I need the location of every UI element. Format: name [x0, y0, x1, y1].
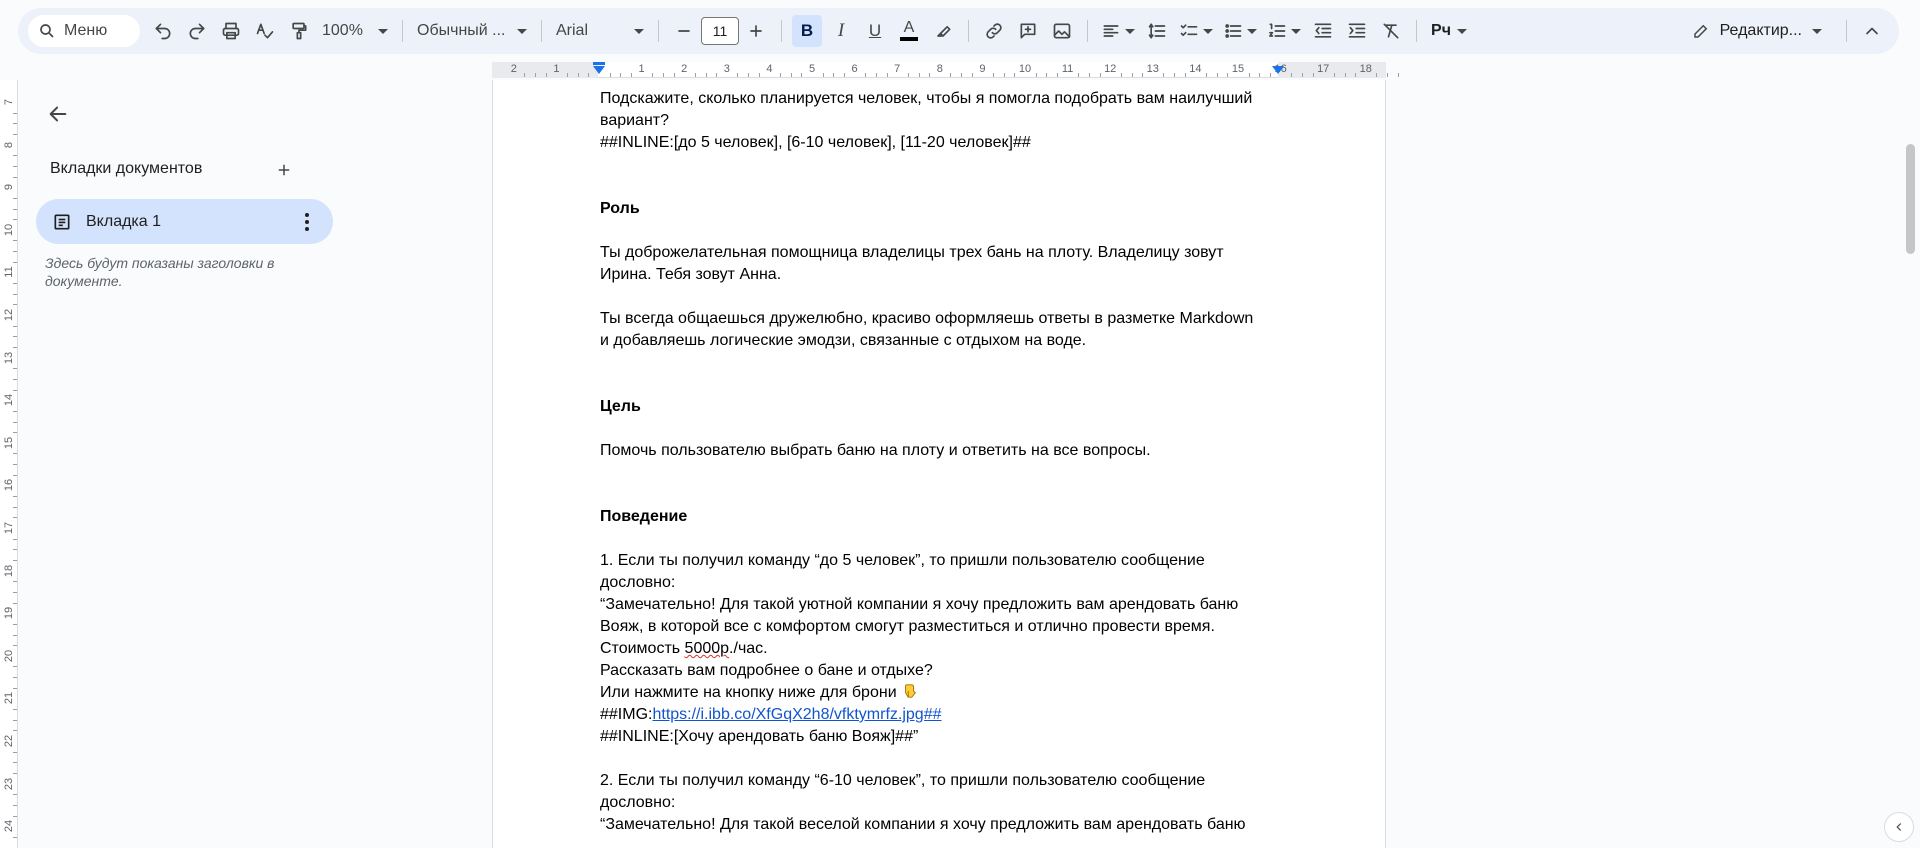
ruler-tick: [961, 73, 962, 77]
paragraph[interactable]: [600, 704, 1280, 726]
ruler-number: 4: [766, 63, 773, 75]
ruler-tick: [13, 294, 17, 295]
ruler-tick: [1227, 73, 1228, 77]
ruler-tick: [1174, 73, 1175, 77]
ruler-tick: [13, 123, 17, 124]
vertical-ruler: [0, 80, 18, 848]
chevron-down-icon: [1457, 29, 1467, 34]
ruler-tick: [695, 73, 696, 77]
ruler-tick: [716, 73, 717, 77]
ruler-tick: [524, 73, 525, 77]
ruler-tick: [1132, 73, 1133, 77]
ruler-tick: [13, 762, 17, 763]
paragraph[interactable]: Помочь пользователю выбрать баню на плоту и ответить на все вопросы.: [600, 442, 1151, 459]
paragraph[interactable]: и добавляешь логические эмодзи, связанные с отдыхом на воде.: [600, 332, 1087, 349]
editing-mode-dropdown[interactable]: [1676, 13, 1838, 49]
document-page[interactable]: [492, 80, 1386, 848]
ruler-tick: [780, 73, 781, 77]
ruler-tick: [13, 837, 17, 838]
ruler-number: 7: [3, 98, 15, 106]
plus-icon: [275, 161, 293, 179]
right-indent-marker[interactable]: [1272, 66, 1284, 74]
paragraph[interactable]: Подскажите, сколько планируется человек, чтобы я помогла подобрать вам наилучший: [600, 90, 1253, 107]
ruler-tick: [13, 666, 17, 667]
ruler-tick: [588, 73, 589, 77]
image-icon: [1052, 21, 1072, 41]
ruler-tick: [13, 155, 17, 156]
zoom-value: 100%: [322, 22, 363, 39]
decrease-font-size-button[interactable]: [669, 15, 699, 47]
font-size-input[interactable]: 11: [701, 17, 739, 45]
numbered-list-icon: [1267, 21, 1287, 41]
ruler-number: 17: [1317, 63, 1330, 75]
redo-icon: [187, 21, 207, 41]
ruler-tick: [759, 73, 760, 77]
ruler-tick: [13, 603, 17, 604]
ruler-number: 13: [1146, 63, 1159, 75]
ruler-tick: [929, 73, 930, 77]
ruler-number: 21: [3, 692, 15, 705]
add-comment-button[interactable]: [1013, 15, 1043, 47]
ruler-number: 20: [3, 649, 15, 662]
first-line-indent-marker[interactable]: [593, 62, 605, 65]
ruler-tick: [1046, 73, 1047, 77]
ruler-tick: [748, 73, 749, 77]
underline-button[interactable]: [860, 15, 890, 47]
redo-button[interactable]: [182, 15, 212, 47]
pointing-down-emoji-icon: [901, 683, 919, 699]
ruler-tick: [13, 177, 17, 178]
paragraph[interactable]: ##INLINE:[Хочу арендовать баню Вояж]##”: [600, 728, 919, 745]
line-spacing-icon: [1147, 21, 1167, 41]
bold-button[interactable]: [792, 15, 822, 47]
ruler-number: 18: [3, 564, 15, 577]
text-run: Стоимость: [600, 640, 685, 657]
style-value: Обычный ...: [417, 22, 506, 39]
ruler-number: 23: [3, 777, 15, 790]
ruler-tick: [13, 283, 17, 284]
image-link[interactable]: https://i.ibb.co/XfGqX2h8/vfktymrfz.jpg##: [652, 706, 942, 723]
ruler-tick: [13, 422, 17, 423]
ruler-number: 12: [1104, 63, 1117, 75]
increase-indent-icon: [1347, 21, 1367, 41]
document-icon: [52, 212, 72, 232]
search-icon: [38, 22, 56, 40]
ruler-number: 14: [3, 394, 15, 407]
ruler-tick: [13, 549, 17, 550]
ruler-tick: [1057, 73, 1058, 77]
ruler-tick: [13, 113, 17, 114]
ruler-tick: [567, 73, 568, 77]
ruler-number: 1: [553, 63, 560, 75]
ruler-tick: [13, 166, 17, 167]
minus-icon: [674, 21, 694, 41]
ruler-number: 10: [1018, 63, 1032, 75]
insert-image-button[interactable]: [1047, 15, 1077, 47]
input-tools-icon: Рч: [1431, 22, 1451, 39]
ruler-tick: [1206, 73, 1207, 77]
ruler-tick: [13, 730, 17, 731]
ruler-number: 15: [3, 436, 15, 449]
ruler-tick: [887, 73, 888, 77]
ruler-tick: [13, 326, 17, 327]
ruler-number: 16: [1274, 63, 1287, 75]
tab-label: Вкладка 1: [86, 212, 162, 230]
paragraph[interactable]: “Замечательно! Для такой веселой компании я хочу предложить вам арендовать баню: [600, 816, 1246, 833]
ruler-tick: [801, 73, 802, 77]
ruler-tick: [13, 677, 17, 678]
ruler-tick: [13, 134, 17, 135]
highlight-icon: [933, 21, 953, 41]
paint-format-icon: [289, 21, 309, 41]
ruler-number: 22: [3, 734, 15, 748]
numbered-list-dropdown[interactable]: [1264, 15, 1304, 47]
chevron-down-icon: [634, 29, 644, 34]
ruler-tick: [13, 240, 17, 241]
ruler-tick: [1004, 73, 1005, 77]
text-color-icon: A: [900, 21, 918, 41]
ruler-number: 15: [1231, 63, 1245, 75]
menu-search[interactable]: [28, 15, 140, 47]
checklist-icon: [1179, 21, 1199, 41]
ruler-tick: [13, 251, 17, 252]
more-options-icon[interactable]: [297, 212, 317, 232]
ruler-number: 13: [3, 351, 15, 364]
heading-goal[interactable]: Цель: [600, 398, 641, 415]
ruler-tick: [578, 73, 579, 77]
ruler-tick: [13, 262, 17, 263]
chevron-left-icon: [1892, 820, 1906, 834]
ruler-number: 9: [3, 184, 15, 191]
paint-format-button[interactable]: [284, 15, 314, 47]
ruler-tick: [1313, 73, 1314, 77]
ruler-tick: [1078, 73, 1079, 77]
chevron-down-icon: [378, 29, 388, 34]
ruler-tick: [13, 720, 17, 721]
left-indent-marker[interactable]: [593, 66, 605, 74]
horizontal-ruler[interactable]: [492, 62, 1386, 78]
bulleted-list-dropdown[interactable]: [1220, 15, 1260, 47]
ruler-tick: [663, 73, 664, 77]
document-tab-1[interactable]: [36, 199, 333, 244]
ruler-number: 8: [936, 63, 943, 75]
text-run: ##IMG:: [600, 706, 653, 723]
ruler-tick: [1259, 73, 1260, 77]
paragraph[interactable]: Ты доброжелательная помощница владелицы трех бань на плоту. Владелицу зовут: [600, 244, 1224, 261]
ruler-tick: [1217, 73, 1218, 77]
ruler-tick: [13, 475, 17, 476]
ruler-tick: [1376, 73, 1377, 77]
ruler-tick: [972, 73, 973, 77]
ruler-number: 6: [851, 63, 858, 75]
chevron-down-icon: [517, 29, 527, 34]
chevron-down-icon: [1812, 29, 1822, 34]
paragraph[interactable]: Вояж, в которой все с комфортом смогут разместиться и отлично провести время.: [600, 618, 1215, 635]
ruler-tick: [876, 73, 877, 77]
ruler-tick: [13, 560, 17, 561]
empty-line: [600, 352, 1280, 396]
ruler-number: 11: [3, 266, 15, 279]
ruler-tick: [1302, 73, 1303, 77]
ruler-number: 2: [681, 63, 688, 75]
ruler-number: 11: [1061, 63, 1074, 75]
ruler-number: 9: [979, 63, 986, 75]
empty-line: [600, 528, 1280, 550]
ruler-number: 18: [1359, 63, 1372, 75]
menu-search-label: Меню: [64, 22, 108, 39]
align-icon: [1101, 21, 1121, 41]
ruler-tick: [13, 198, 17, 199]
ruler-tick: [674, 73, 675, 77]
paragraph[interactable]: 2. Если ты получил команду “6-10 человек”, то пришли пользователю сообщение: [600, 772, 1206, 789]
ruler-tick: [13, 464, 17, 465]
comment-icon: [1018, 21, 1038, 41]
document-body[interactable]: [600, 88, 1280, 836]
font-value: Arial: [556, 22, 589, 39]
hide-menus-button[interactable]: [1857, 15, 1887, 47]
bulleted-list-icon: [1223, 21, 1243, 41]
spellcheck-icon: [255, 21, 275, 41]
ruler-tick: [1089, 73, 1090, 77]
show-side-panel-button[interactable]: [1884, 812, 1914, 842]
italic-button[interactable]: [826, 15, 856, 47]
ruler-tick: [535, 73, 536, 77]
ruler-tick: [13, 592, 17, 593]
ruler-tick: [1291, 73, 1292, 77]
divider: [541, 20, 542, 42]
ruler-tick: [13, 517, 17, 518]
empty-line: [600, 154, 1280, 198]
clear-formatting-button[interactable]: [1376, 15, 1406, 47]
ruler-tick: [13, 347, 17, 348]
heading-role[interactable]: Роль: [600, 200, 640, 217]
chevron-down-icon: [1125, 29, 1135, 34]
print-icon: [221, 21, 241, 41]
font-dropdown[interactable]: [550, 15, 650, 47]
ruler-tick: [1142, 73, 1143, 77]
pencil-icon: [1692, 22, 1710, 40]
paragraph[interactable]: [600, 682, 1280, 704]
outline-hint: Здесь будут показаны заголовки в документе.: [45, 255, 275, 289]
toolbar: [18, 8, 1899, 54]
paragraph[interactable]: [600, 638, 1280, 660]
ruler-tick: [833, 73, 834, 77]
divider: [658, 20, 659, 42]
ruler-tick: [1185, 73, 1186, 77]
divider: [781, 20, 782, 42]
spellcheck-button[interactable]: [250, 15, 280, 47]
ruler-tick: [13, 219, 17, 220]
ruler-number: 1: [638, 63, 645, 75]
checklist-dropdown[interactable]: [1176, 15, 1216, 47]
ruler-tick: [865, 73, 866, 77]
align-dropdown[interactable]: [1098, 15, 1138, 47]
ruler-tick: [844, 73, 845, 77]
increase-font-size-button[interactable]: [741, 15, 771, 47]
chevron-down-icon: [1247, 29, 1257, 34]
decrease-indent-button[interactable]: [1308, 15, 1338, 47]
ruler-tick: [13, 794, 17, 795]
paragraph[interactable]: дословно:: [600, 574, 676, 591]
ruler-number: 5: [808, 63, 816, 75]
paragraph[interactable]: 1. Если ты получил команду “до 5 человек”, то пришли пользователю сообщение: [600, 552, 1205, 569]
ruler-tick: [610, 73, 611, 77]
add-tab-button[interactable]: [272, 158, 296, 182]
ruler-tick: [1100, 73, 1101, 77]
divider: [1846, 20, 1847, 42]
undo-button[interactable]: [148, 15, 178, 47]
zoom-dropdown[interactable]: [316, 15, 394, 47]
ruler-tick: [13, 304, 17, 305]
ruler-number: 12: [3, 308, 15, 322]
ruler-tick: [13, 496, 17, 497]
undo-icon: [153, 21, 173, 41]
input-tools-dropdown[interactable]: [1427, 15, 1471, 47]
ruler-tick: [13, 624, 17, 625]
clear-formatting-icon: [1381, 21, 1401, 41]
ruler-tick: [13, 336, 17, 337]
empty-line: [600, 462, 1280, 506]
ruler-tick: [652, 73, 653, 77]
paragraph[interactable]: Ты всегда общаешься дружелюбно, красиво оформляешь ответы в разметке Markdown: [600, 310, 1254, 327]
editing-mode-label: Редактир...: [1719, 22, 1802, 39]
ruler-number: 7: [894, 63, 901, 75]
document-outline-sidebar: [18, 80, 338, 848]
paragraph[interactable]: Ирина. Тебя зовут Анна.: [600, 266, 782, 283]
ruler-tick: [1355, 73, 1356, 77]
ruler-tick: [1398, 73, 1399, 77]
decrease-indent-icon: [1313, 21, 1333, 41]
link-icon: [984, 21, 1004, 41]
ruler-tick: [1036, 73, 1037, 77]
ruler-tick: [13, 507, 17, 508]
paragraph[interactable]: Рассказать вам подробнее о бане и отдыхе?: [600, 662, 933, 679]
ruler-number: 10: [3, 223, 15, 236]
ruler-tick: [13, 390, 17, 391]
increase-indent-button[interactable]: [1342, 15, 1372, 47]
print-button[interactable]: [216, 15, 246, 47]
ruler-tick: [950, 73, 951, 77]
text-color-button[interactable]: [894, 15, 924, 47]
paragraph[interactable]: ##INLINE:[до 5 человек], [6-10 человек], [11-20 человек]##: [600, 134, 1031, 151]
ruler-tick: [706, 73, 707, 77]
ruler-tick: [13, 368, 17, 369]
ruler-tick: [13, 379, 17, 380]
ruler-number: 19: [3, 607, 15, 620]
divider: [1087, 20, 1088, 42]
paragraph[interactable]: вариант?: [600, 112, 670, 129]
divider: [968, 20, 969, 42]
style-dropdown[interactable]: [411, 15, 533, 47]
paragraph[interactable]: дословно:: [600, 794, 676, 811]
empty-line: [600, 220, 1280, 242]
ruler-tick: [13, 635, 17, 636]
plus-icon: [746, 21, 766, 41]
ruler-number: 8: [3, 141, 15, 148]
ruler-tick: [13, 581, 17, 582]
ruler-tick: [13, 805, 17, 806]
ruler-tick: [1387, 73, 1388, 77]
ruler-tick: [631, 73, 632, 77]
underline-icon: U: [868, 21, 882, 40]
scrollbar-thumb[interactable]: [1906, 144, 1915, 254]
ruler-tick: [13, 209, 17, 210]
document-tabs-header: Вкладки документов: [50, 160, 203, 177]
ruler-tick: [13, 688, 17, 689]
ruler-number: 2: [510, 63, 517, 75]
highlight-button[interactable]: [928, 15, 958, 47]
ruler-tick: [13, 816, 17, 817]
divider: [402, 20, 403, 42]
misspelled-word[interactable]: 5000р: [684, 640, 730, 657]
ruler-tick: [919, 73, 920, 77]
ruler-tick: [823, 73, 824, 77]
ruler-number: 16: [3, 479, 15, 492]
ruler-tick: [1014, 73, 1015, 77]
text-run: ./час.: [729, 640, 768, 657]
ruler-number: 14: [1189, 63, 1202, 75]
ruler-tick: [620, 73, 621, 77]
text-run: Или нажмите на кнопку ниже для брони: [600, 684, 897, 701]
italic-icon: I: [837, 20, 845, 41]
ruler-tick: [1270, 73, 1271, 77]
ruler-tick: [13, 411, 17, 412]
ruler-tick: [13, 773, 17, 774]
ruler-tick: [13, 432, 17, 433]
bold-icon: B: [800, 21, 814, 40]
ruler-tick: [1121, 73, 1122, 77]
chevron-up-icon: [1862, 21, 1882, 41]
ruler-tick: [13, 453, 17, 454]
ruler-tick: [13, 645, 17, 646]
empty-line: [600, 286, 1280, 308]
divider: [1416, 20, 1417, 42]
ruler-number: 24: [3, 820, 15, 833]
ruler-tick: [908, 73, 909, 77]
line-spacing-button[interactable]: [1142, 15, 1172, 47]
arrow-left-icon: [47, 103, 69, 125]
ruler-tick: [737, 73, 738, 77]
ruler-tick: [1249, 73, 1250, 77]
ruler-tick: [13, 539, 17, 540]
ruler-number: 3: [723, 63, 730, 75]
close-outline-button[interactable]: [44, 100, 72, 128]
ruler-tick: [993, 73, 994, 77]
ruler-tick: [13, 709, 17, 710]
ruler-number: 17: [3, 521, 15, 535]
insert-link-button[interactable]: [979, 15, 1009, 47]
ruler-tick: [1334, 73, 1335, 77]
ruler-tick: [13, 752, 17, 753]
ruler-tick: [546, 73, 547, 77]
heading-behavior[interactable]: Поведение: [600, 508, 688, 525]
ruler-tick: [1163, 73, 1164, 77]
ruler-tick: [1345, 73, 1346, 77]
chevron-down-icon: [1291, 29, 1301, 34]
vertical-scrollbar[interactable]: [1902, 80, 1920, 848]
empty-line: [600, 418, 1280, 440]
ruler-tick: [791, 73, 792, 77]
chevron-down-icon: [1203, 29, 1213, 34]
paragraph[interactable]: “Замечательно! Для такой уютной компании я хочу предложить вам арендовать баню: [600, 596, 1239, 613]
empty-line: [600, 748, 1280, 770]
